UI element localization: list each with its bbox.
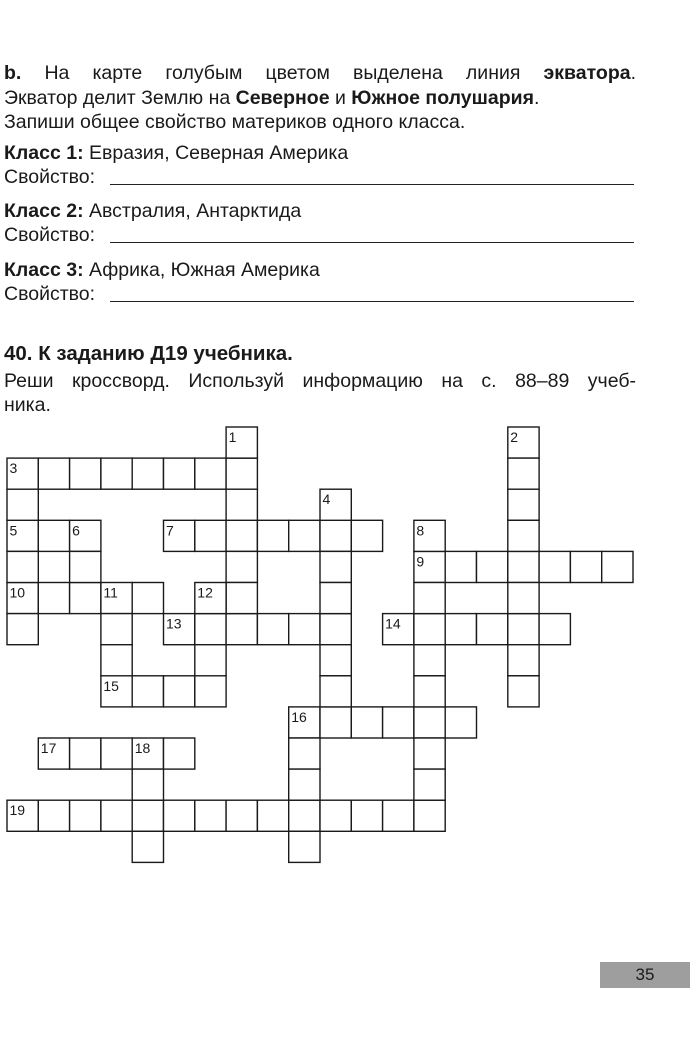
task-40-instruction-1: Реши кроссворд. Используй информацию на с. 88–89 учеб- xyxy=(4,370,636,392)
crossword-cell[interactable] xyxy=(164,738,195,769)
crossword-cell[interactable] xyxy=(164,520,195,551)
crossword-cell[interactable] xyxy=(320,645,351,676)
crossword-cell[interactable] xyxy=(132,676,163,707)
crossword-cell[interactable] xyxy=(7,489,38,520)
crossword-number-19: 19 xyxy=(9,802,26,819)
crossword-cell[interactable] xyxy=(289,831,320,862)
partb-line-1 xyxy=(4,61,636,85)
page-number: 35 xyxy=(600,962,690,988)
crossword-cell[interactable] xyxy=(195,583,226,614)
class-1-value: Евразия, Северная Америка xyxy=(89,142,349,164)
crossword-cell[interactable] xyxy=(70,520,101,551)
crossword-cell[interactable] xyxy=(414,707,445,738)
crossword-cell[interactable] xyxy=(320,520,351,551)
class-3-label: Класс 3: xyxy=(4,259,84,281)
crossword-cell[interactable] xyxy=(7,583,38,614)
crossword-cell[interactable] xyxy=(320,489,351,520)
crossword-cell[interactable] xyxy=(101,614,132,645)
crossword-cell[interactable] xyxy=(445,614,476,645)
crossword-cell[interactable] xyxy=(508,614,539,645)
task-40-title: 40. К заданию Д19 учебника. xyxy=(4,342,293,365)
crossword-cell[interactable] xyxy=(414,583,445,614)
crossword-cell[interactable] xyxy=(508,676,539,707)
crossword-cell[interactable] xyxy=(101,738,132,769)
crossword-number-12: 12 xyxy=(197,584,213,601)
class-1-property-label: Свойство: xyxy=(4,166,96,188)
crossword-cell[interactable] xyxy=(38,520,69,551)
crossword-number-11: 11 xyxy=(103,584,118,601)
class-2-property-field[interactable] xyxy=(110,242,634,243)
crossword-cell[interactable] xyxy=(70,738,101,769)
partb-line-2 xyxy=(4,86,539,110)
crossword-cell[interactable] xyxy=(414,676,445,707)
crossword-cell[interactable] xyxy=(226,458,257,489)
crossword-cell[interactable] xyxy=(38,800,69,831)
class-3-property-field[interactable] xyxy=(110,301,634,302)
crossword-cell[interactable] xyxy=(70,551,101,582)
crossword-cell[interactable] xyxy=(508,645,539,676)
task-40-instruction-2: ника. xyxy=(4,394,51,416)
crossword-cell[interactable] xyxy=(195,800,226,831)
class-2-row xyxy=(4,199,301,223)
crossword-cell[interactable] xyxy=(570,551,601,582)
crossword-number-18: 18 xyxy=(134,740,151,756)
crossword-cell[interactable] xyxy=(508,489,539,520)
crossword-cell[interactable] xyxy=(132,831,163,862)
class-3-property-label: Свойство: xyxy=(4,283,96,305)
crossword-cell[interactable] xyxy=(195,614,226,645)
class-2-value: Австралия, Антарктида xyxy=(89,200,302,222)
crossword-cell[interactable] xyxy=(602,551,633,582)
crossword-cell[interactable] xyxy=(414,800,445,831)
crossword-cell[interactable] xyxy=(257,614,288,645)
partb-marker: b. xyxy=(4,62,22,84)
crossword-cell[interactable] xyxy=(164,800,195,831)
crossword-cell[interactable] xyxy=(320,707,351,738)
partb-bold-north: Северное xyxy=(235,87,330,109)
crossword-cell[interactable] xyxy=(164,676,195,707)
crossword-cell[interactable] xyxy=(226,551,257,582)
partb-line-3: Запиши общее свойство материков одного класса. xyxy=(4,111,466,133)
crossword-number-16: 16 xyxy=(291,708,307,725)
crossword-cell[interactable] xyxy=(226,800,257,831)
partb-text-2a: Экватор делит Землю на xyxy=(4,87,236,109)
crossword-cell[interactable] xyxy=(195,520,226,551)
crossword-cell[interactable] xyxy=(539,551,570,582)
crossword-cell[interactable] xyxy=(289,738,320,769)
crossword-cell[interactable] xyxy=(70,583,101,614)
crossword-number-13: 13 xyxy=(166,615,182,632)
crossword-cell[interactable] xyxy=(7,800,38,831)
crossword-cell[interactable] xyxy=(320,676,351,707)
crossword-cell[interactable] xyxy=(320,800,351,831)
crossword-cell[interactable] xyxy=(414,551,445,582)
partb-text-2mid: и xyxy=(329,87,352,109)
crossword-cell[interactable] xyxy=(7,614,38,645)
crossword-cell[interactable] xyxy=(132,458,163,489)
crossword-cell[interactable] xyxy=(414,769,445,800)
crossword-cell[interactable] xyxy=(226,427,257,458)
crossword-cell[interactable] xyxy=(320,551,351,582)
crossword-cell[interactable] xyxy=(320,614,351,645)
crossword-number-9: 9 xyxy=(416,553,425,570)
crossword-cell[interactable] xyxy=(383,800,414,831)
crossword-cell[interactable] xyxy=(101,645,132,676)
crossword-cell[interactable] xyxy=(508,427,539,458)
crossword-number-6: 6 xyxy=(72,522,80,539)
crossword-cell[interactable] xyxy=(257,520,288,551)
class-1-property-field[interactable] xyxy=(110,184,634,185)
partb-text-1end: . xyxy=(630,62,637,84)
class-3-row xyxy=(4,258,320,282)
crossword-cell[interactable] xyxy=(445,551,476,582)
crossword-cell[interactable] xyxy=(414,738,445,769)
crossword-cell[interactable] xyxy=(195,458,226,489)
crossword-number-7: 7 xyxy=(166,522,174,539)
crossword-cell[interactable] xyxy=(351,707,382,738)
crossword-cell[interactable] xyxy=(101,676,132,707)
crossword-cell[interactable] xyxy=(195,676,226,707)
crossword-cell[interactable] xyxy=(132,800,163,831)
crossword-number-8: 8 xyxy=(416,522,425,539)
class-2-label: Класс 2: xyxy=(4,200,84,222)
crossword-cell[interactable] xyxy=(226,583,257,614)
crossword-cell[interactable] xyxy=(7,551,38,582)
crossword-cell[interactable] xyxy=(70,458,101,489)
partb-bold-south: Южное полушария xyxy=(351,87,534,109)
crossword-number-4: 4 xyxy=(322,491,331,508)
crossword-cell[interactable] xyxy=(289,520,320,551)
crossword-cell[interactable] xyxy=(7,458,38,489)
crossword-cell[interactable] xyxy=(508,458,539,489)
crossword-cell[interactable] xyxy=(289,800,320,831)
crossword-cell[interactable] xyxy=(539,614,570,645)
crossword-cell[interactable] xyxy=(226,520,257,551)
crossword-cell[interactable] xyxy=(477,614,508,645)
crossword-cell[interactable] xyxy=(226,489,257,520)
crossword-cell[interactable] xyxy=(508,583,539,614)
crossword-number-17: 17 xyxy=(40,740,57,756)
crossword-cell[interactable] xyxy=(289,707,320,738)
crossword-number-5: 5 xyxy=(9,522,18,539)
crossword-cell[interactable] xyxy=(351,520,382,551)
crossword-cell[interactable] xyxy=(320,583,351,614)
crossword-cell[interactable] xyxy=(414,520,445,551)
class-1-label: Класс 1: xyxy=(4,142,84,164)
crossword-number-10: 10 xyxy=(9,584,26,601)
partb-text-1a: На карте голубым цветом выделена линия xyxy=(44,62,544,84)
crossword-cell[interactable] xyxy=(7,520,38,551)
crossword-cell[interactable] xyxy=(383,614,414,645)
crossword-cell[interactable] xyxy=(508,551,539,582)
crossword-cell[interactable] xyxy=(257,800,288,831)
crossword-cell[interactable] xyxy=(101,583,132,614)
crossword-cell[interactable] xyxy=(132,769,163,800)
crossword-cell[interactable] xyxy=(351,800,382,831)
crossword-cell[interactable] xyxy=(289,769,320,800)
crossword-cell[interactable] xyxy=(195,645,226,676)
crossword-cell[interactable] xyxy=(164,614,195,645)
crossword-cell[interactable] xyxy=(508,520,539,551)
crossword-cell[interactable] xyxy=(101,458,132,489)
crossword-cell[interactable] xyxy=(445,707,476,738)
crossword-cell[interactable] xyxy=(477,551,508,582)
crossword-cell[interactable] xyxy=(38,583,69,614)
partb-text-2end: . xyxy=(533,87,540,109)
crossword-cell[interactable] xyxy=(70,800,101,831)
crossword-number-3: 3 xyxy=(9,460,18,477)
crossword-cell[interactable] xyxy=(414,614,445,645)
crossword-cell[interactable] xyxy=(38,458,69,489)
class-3-value: Африка, Южная Америка xyxy=(89,259,320,281)
crossword-cell[interactable] xyxy=(38,738,69,769)
crossword-number-1: 1 xyxy=(228,429,237,445)
crossword-cell[interactable] xyxy=(383,707,414,738)
crossword-cell[interactable] xyxy=(414,645,445,676)
crossword-cell[interactable] xyxy=(101,800,132,831)
crossword-number-14: 14 xyxy=(385,615,401,632)
crossword-cell[interactable] xyxy=(132,583,163,614)
crossword-cell[interactable] xyxy=(164,458,195,489)
class-2-property-label: Свойство: xyxy=(4,224,96,246)
partb-bold-equator: экватора xyxy=(543,62,631,84)
class-1-row xyxy=(4,141,348,165)
crossword-cell[interactable] xyxy=(289,614,320,645)
crossword-number-15: 15 xyxy=(103,677,119,694)
crossword-number-2: 2 xyxy=(510,429,519,445)
crossword-cell[interactable] xyxy=(226,614,257,645)
crossword-cell[interactable] xyxy=(132,738,163,769)
